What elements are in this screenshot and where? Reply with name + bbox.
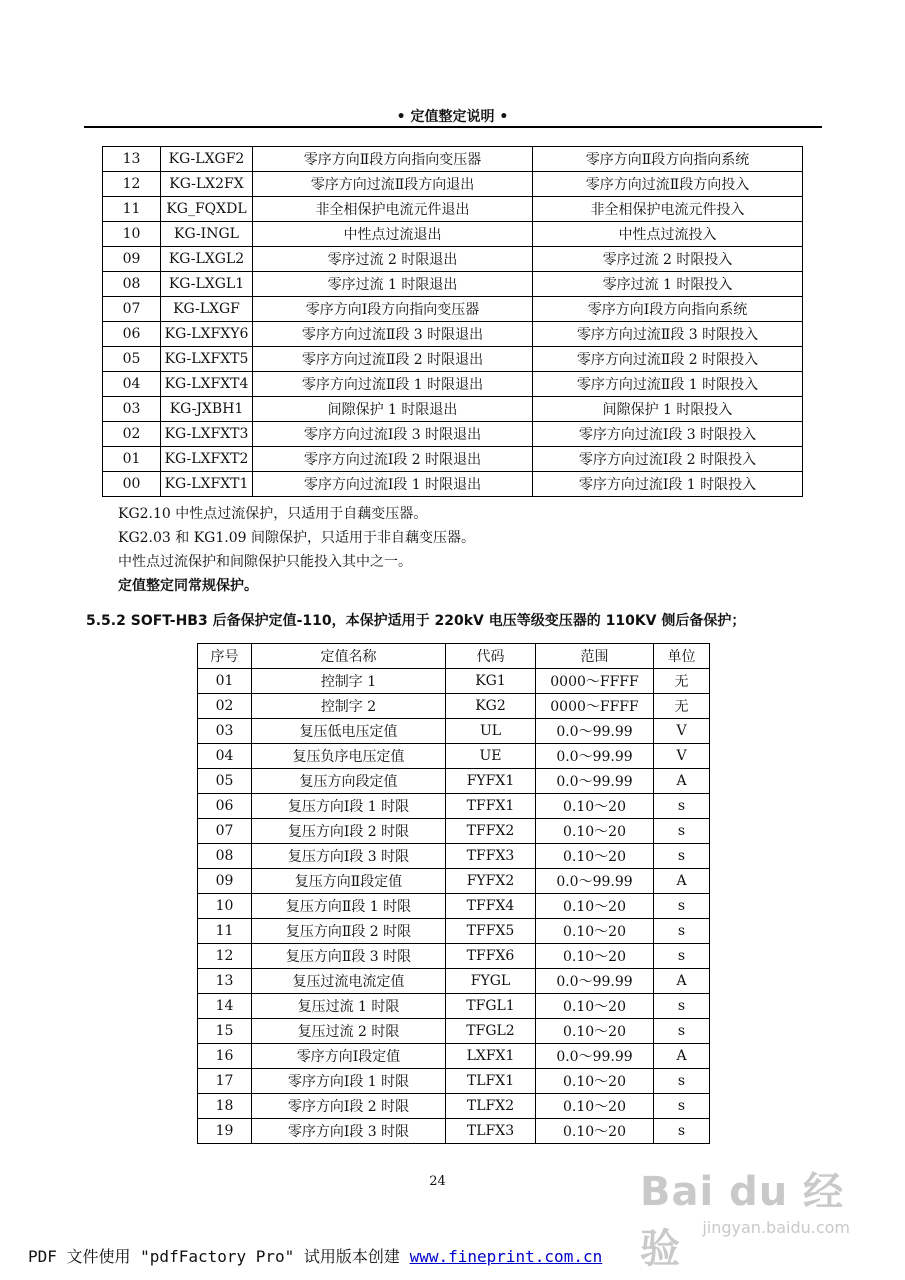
table-cell: s: [654, 794, 710, 819]
table-cell: 0.10～20: [536, 1119, 654, 1144]
table-cell: 间隙保护 1 时限退出: [253, 397, 533, 422]
table-cell: 控制字 2: [252, 694, 446, 719]
table-cell: 06: [103, 322, 161, 347]
table-cell: TLFX2: [446, 1094, 536, 1119]
table-cell: 零序方向过流Ⅱ段 2 时限退出: [253, 347, 533, 372]
table-row: [198, 944, 710, 969]
table-cell: 零序过流 2 时限退出: [253, 247, 533, 272]
table-cell: 05: [103, 347, 161, 372]
table-cell: 04: [103, 372, 161, 397]
table-cell: V: [654, 719, 710, 744]
table-cell: 13: [198, 969, 252, 994]
table-cell: 18: [198, 1094, 252, 1119]
table-cell: 非全相保护电流元件投入: [533, 197, 803, 222]
column-header: 代码: [446, 644, 536, 669]
table-cell: TFFX2: [446, 819, 536, 844]
table-cell: 复压低电压定值: [252, 719, 446, 744]
table-cell: TFFX1: [446, 794, 536, 819]
table-cell: 零序方向过流Ⅰ段 1 时限退出: [253, 472, 533, 497]
table-row: [198, 669, 710, 694]
table-cell: 控制字 1: [252, 669, 446, 694]
table-cell: 02: [103, 422, 161, 447]
table-cell: 01: [103, 447, 161, 472]
table-cell: 零序方向Ⅰ段 2 时限: [252, 1094, 446, 1119]
table-cell: 复压过流 1 时限: [252, 994, 446, 1019]
table-cell: 零序方向过流Ⅱ段 1 时限退出: [253, 372, 533, 397]
table-cell: 09: [198, 869, 252, 894]
table-cell: KG-INGL: [161, 222, 253, 247]
table-cell: KG-LXFXT1: [161, 472, 253, 497]
table-cell: KG-LXGL2: [161, 247, 253, 272]
watermark: [640, 1138, 870, 1272]
table-cell: 0.10～20: [536, 894, 654, 919]
table-cell: TFFX5: [446, 919, 536, 944]
table-row: [103, 447, 803, 472]
table-cell: 14: [198, 994, 252, 1019]
table-row: [103, 297, 803, 322]
table-row: [198, 969, 710, 994]
table-cell: 00: [103, 472, 161, 497]
note-line: KG2.03 和 KG1.09 间隙保护，只适用于非自藕变压器。: [118, 530, 475, 546]
table-row: [198, 1119, 710, 1144]
table-cell: 0.10～20: [536, 944, 654, 969]
table-cell: 0.10～20: [536, 1019, 654, 1044]
watermark-url: jingyan.baidu.com: [702, 1218, 850, 1237]
table-cell: 07: [103, 297, 161, 322]
table-cell: 0.0～99.99: [536, 769, 654, 794]
table-cell: 0.0～99.99: [536, 969, 654, 994]
column-header: 序号: [198, 644, 252, 669]
watermark-logo: Bai du 经验: [640, 1169, 845, 1272]
table-cell: 13: [103, 147, 161, 172]
header-rule: [84, 126, 822, 128]
table-cell: 0.10～20: [536, 844, 654, 869]
table-cell: s: [654, 994, 710, 1019]
table-cell: 复压方向Ⅰ段 1 时限: [252, 794, 446, 819]
table-cell: KG-LXFXY6: [161, 322, 253, 347]
table-cell: 零序方向过流Ⅱ段方向退出: [253, 172, 533, 197]
table-cell: 09: [103, 247, 161, 272]
table-cell: 零序方向过流Ⅱ段 3 时限投入: [533, 322, 803, 347]
table-cell: 零序方向过流Ⅰ段 1 时限投入: [533, 472, 803, 497]
table-cell: 0.0～99.99: [536, 869, 654, 894]
table-cell: TLFX3: [446, 1119, 536, 1144]
table-cell: 零序方向过流Ⅰ段 2 时限退出: [253, 447, 533, 472]
table-cell: KG-LXFXT3: [161, 422, 253, 447]
table-cell: KG-LXGF: [161, 297, 253, 322]
table-cell: KG-LXGL1: [161, 272, 253, 297]
table-cell: 15: [198, 1019, 252, 1044]
table-row: [103, 197, 803, 222]
table-cell: 0.10～20: [536, 994, 654, 1019]
table-cell: UL: [446, 719, 536, 744]
table-row: [198, 1044, 710, 1069]
table-row: [103, 147, 803, 172]
table-cell: s: [654, 919, 710, 944]
table-row: [103, 222, 803, 247]
section-heading: 5.5.2 SOFT-HB3 后备保护定值-110，本保护适用于 220kV 电压等级变压器的 110KV 侧后备保护；: [86, 613, 746, 629]
table-cell: 零序方向过流Ⅰ段 2 时限投入: [533, 447, 803, 472]
table-row: [198, 919, 710, 944]
table-cell: 零序方向Ⅰ段定值: [252, 1044, 446, 1069]
table-cell: A: [654, 969, 710, 994]
table-cell: 间隙保护 1 时限投入: [533, 397, 803, 422]
table-cell: 中性点过流退出: [253, 222, 533, 247]
table-cell: 0.10～20: [536, 794, 654, 819]
table-cell: A: [654, 869, 710, 894]
table-cell: s: [654, 1119, 710, 1144]
table-cell: TFFX6: [446, 944, 536, 969]
table-row: [103, 247, 803, 272]
table-cell: LXFX1: [446, 1044, 536, 1069]
table-cell: 零序方向Ⅱ段方向指向变压器: [253, 147, 533, 172]
table-row: [198, 794, 710, 819]
note-line: KG2.10 中性点过流保护，只适用于自藕变压器。: [118, 506, 428, 522]
column-header: 单位: [654, 644, 710, 669]
table-row: [103, 172, 803, 197]
table-row: [103, 397, 803, 422]
table-cell: 0.10～20: [536, 1094, 654, 1119]
table-cell: 中性点过流投入: [533, 222, 803, 247]
table-cell: KG-LXFXT5: [161, 347, 253, 372]
table-cell: 10: [103, 222, 161, 247]
table-cell: 0000～FFFF: [536, 694, 654, 719]
table-row: [103, 372, 803, 397]
table-cell: KG_FQXDL: [161, 197, 253, 222]
page-number: 24: [429, 1174, 446, 1189]
table-cell: 零序过流 1 时限退出: [253, 272, 533, 297]
table-cell: KG1: [446, 669, 536, 694]
table-cell: FYFX1: [446, 769, 536, 794]
table-cell: TFFX4: [446, 894, 536, 919]
table-cell: 零序方向Ⅰ段 1 时限: [252, 1069, 446, 1094]
table-cell: 0.10～20: [536, 919, 654, 944]
table-cell: 无: [654, 694, 710, 719]
table-cell: s: [654, 844, 710, 869]
page-header-title: • 定值整定说明 •: [396, 109, 509, 125]
table-row: [103, 472, 803, 497]
table-cell: TFGL1: [446, 994, 536, 1019]
table-row: [198, 744, 710, 769]
footer: [28, 1244, 602, 1267]
table-cell: 零序方向过流Ⅱ段 1 时限投入: [533, 372, 803, 397]
table-cell: 复压方向Ⅰ段 2 时限: [252, 819, 446, 844]
table-row: [198, 994, 710, 1019]
table-row: [103, 347, 803, 372]
table-cell: 零序方向Ⅱ段方向指向系统: [533, 147, 803, 172]
table-cell: A: [654, 769, 710, 794]
table-cell: s: [654, 1069, 710, 1094]
table-cell: 复压方向Ⅰ段 3 时限: [252, 844, 446, 869]
table-cell: KG-LXFXT4: [161, 372, 253, 397]
table-cell: 07: [198, 819, 252, 844]
table-cell: TLFX1: [446, 1069, 536, 1094]
table-row: [198, 769, 710, 794]
table-cell: 复压方向段定值: [252, 769, 446, 794]
table-cell: TFGL2: [446, 1019, 536, 1044]
table-cell: UE: [446, 744, 536, 769]
table-cell: 10: [198, 894, 252, 919]
table-cell: TFFX3: [446, 844, 536, 869]
table-cell: KG-JXBH1: [161, 397, 253, 422]
setting-table: [197, 643, 710, 1144]
table-cell: 12: [103, 172, 161, 197]
column-header: 定值名称: [252, 644, 446, 669]
table-cell: 0.10～20: [536, 1069, 654, 1094]
table-cell: 03: [198, 719, 252, 744]
table-cell: s: [654, 894, 710, 919]
table-cell: 复压负序电压定值: [252, 744, 446, 769]
table-cell: 零序方向Ⅰ段 3 时限: [252, 1119, 446, 1144]
table-cell: 08: [198, 844, 252, 869]
table-cell: FYGL: [446, 969, 536, 994]
table-cell: 19: [198, 1119, 252, 1144]
table-cell: 17: [198, 1069, 252, 1094]
table-cell: 零序方向Ⅰ段方向指向系统: [533, 297, 803, 322]
table-cell: 零序方向过流Ⅱ段 3 时限退出: [253, 322, 533, 347]
table-cell: 12: [198, 944, 252, 969]
table-cell: 零序方向过流Ⅰ段 3 时限退出: [253, 422, 533, 447]
table-cell: 0.0～99.99: [536, 719, 654, 744]
table-cell: 05: [198, 769, 252, 794]
table-cell: 复压方向Ⅱ段 2 时限: [252, 919, 446, 944]
table-row: [198, 694, 710, 719]
table-cell: 零序过流 1 时限投入: [533, 272, 803, 297]
table-cell: 11: [198, 919, 252, 944]
table-cell: 零序方向Ⅰ段方向指向变压器: [253, 297, 533, 322]
table-cell: s: [654, 1094, 710, 1119]
table-cell: 0.0～99.99: [536, 1044, 654, 1069]
table-row: [198, 1069, 710, 1094]
table-row: [198, 719, 710, 744]
table-cell: 08: [103, 272, 161, 297]
table-cell: 0.0～99.99: [536, 744, 654, 769]
note-line: 中性点过流保护和间隙保护只能投入其中之一。: [118, 554, 412, 570]
table-row: [198, 1094, 710, 1119]
table-row: [103, 322, 803, 347]
table-cell: 复压方向Ⅱ段定值: [252, 869, 446, 894]
table-row: [198, 869, 710, 894]
footer-text: PDF 文件使用 "pdfFactory Pro" 试用版本创建: [28, 1247, 410, 1266]
column-header: 范围: [536, 644, 654, 669]
table-cell: 零序方向过流Ⅱ段方向投入: [533, 172, 803, 197]
table-cell: 04: [198, 744, 252, 769]
table-cell: KG2: [446, 694, 536, 719]
table-cell: s: [654, 819, 710, 844]
table-cell: 16: [198, 1044, 252, 1069]
table-row: [198, 894, 710, 919]
table-cell: 零序方向过流Ⅰ段 3 时限投入: [533, 422, 803, 447]
table-cell: 零序过流 2 时限投入: [533, 247, 803, 272]
table-row: [103, 272, 803, 297]
table-cell: s: [654, 1019, 710, 1044]
table-cell: 复压方向Ⅱ段 1 时限: [252, 894, 446, 919]
table-cell: 06: [198, 794, 252, 819]
footer-link[interactable]: www.fineprint.com.cn: [409, 1247, 603, 1266]
table-cell: s: [654, 944, 710, 969]
table-row: [198, 819, 710, 844]
table-cell: 复压过流电流定值: [252, 969, 446, 994]
table-row: [198, 1019, 710, 1044]
notes: [118, 502, 475, 598]
table-cell: 无: [654, 669, 710, 694]
table-cell: A: [654, 1044, 710, 1069]
table-cell: 02: [198, 694, 252, 719]
table-cell: KG-LX2FX: [161, 172, 253, 197]
table-cell: 非全相保护电流元件退出: [253, 197, 533, 222]
table-cell: 零序方向过流Ⅱ段 2 时限投入: [533, 347, 803, 372]
table-header-row: [198, 644, 710, 669]
table-cell: KG-LXGF2: [161, 147, 253, 172]
table-cell: 01: [198, 669, 252, 694]
table-row: [103, 422, 803, 447]
table-cell: V: [654, 744, 710, 769]
table-cell: 03: [103, 397, 161, 422]
table-cell: FYFX2: [446, 869, 536, 894]
table-cell: 11: [103, 197, 161, 222]
control-word-table: [102, 146, 803, 497]
table-cell: KG-LXFXT2: [161, 447, 253, 472]
table-cell: 复压过流 2 时限: [252, 1019, 446, 1044]
note-line: 定值整定同常规保护。: [118, 578, 258, 594]
table-row: [198, 844, 710, 869]
table-cell: 0000～FFFF: [536, 669, 654, 694]
table-cell: 0.10～20: [536, 819, 654, 844]
table-cell: 复压方向Ⅱ段 3 时限: [252, 944, 446, 969]
